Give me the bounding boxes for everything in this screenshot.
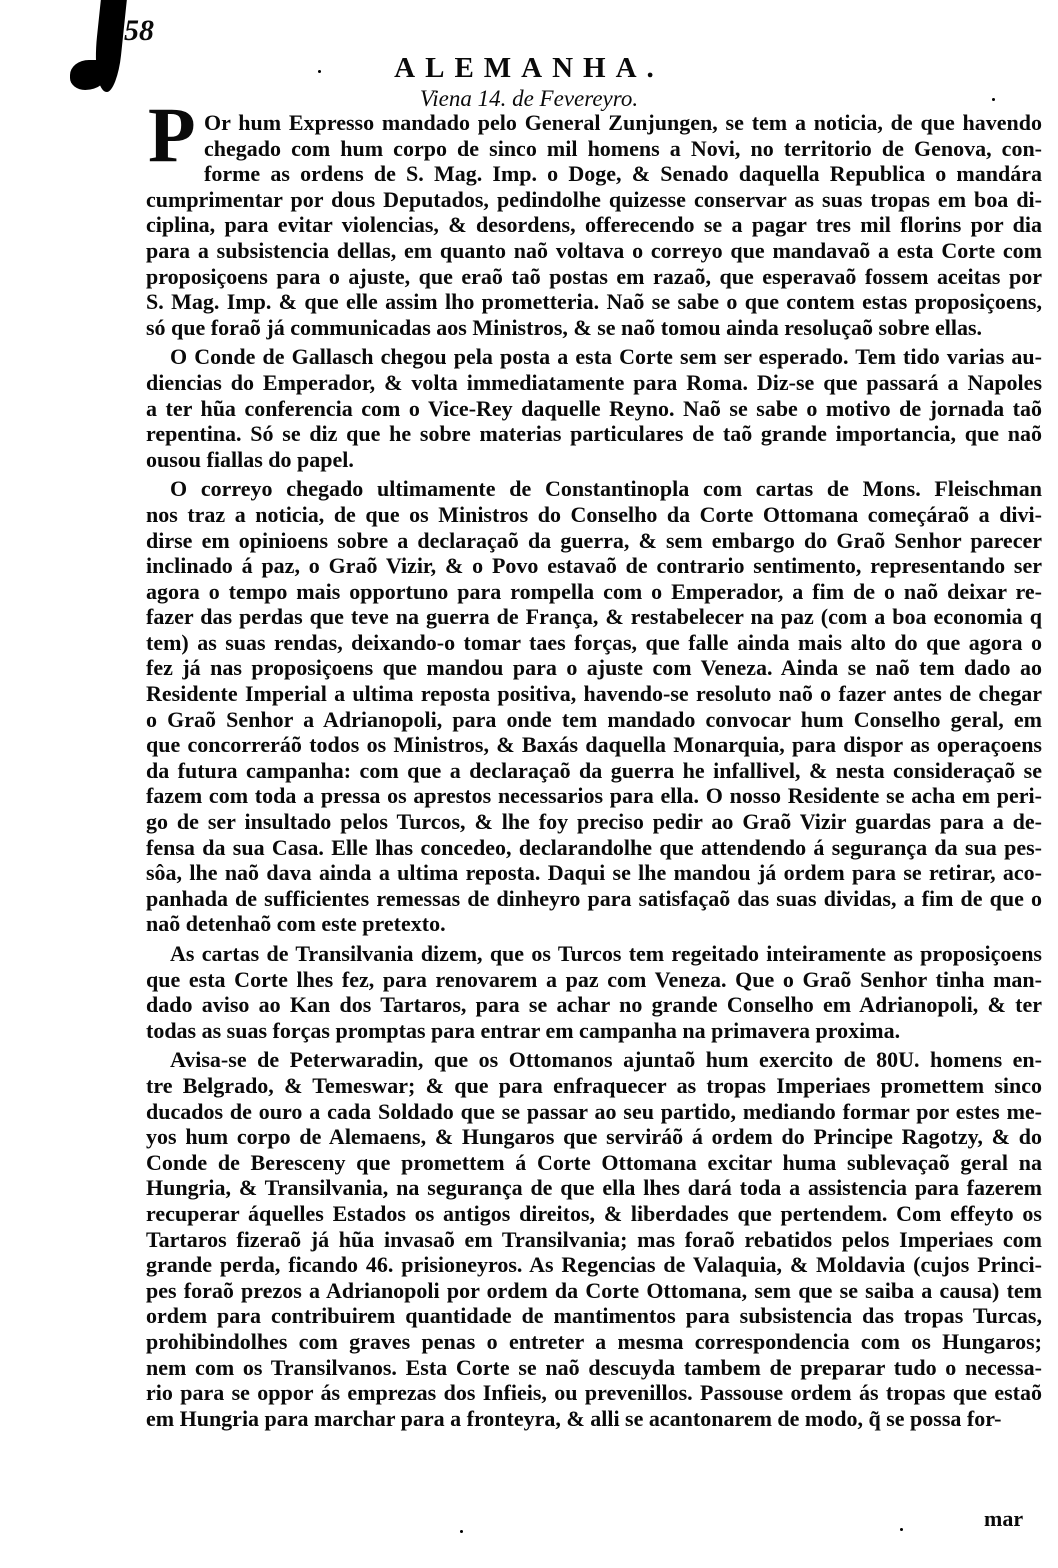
text-line: Or hum Expresso mandado pelo General Zunjungen, se tem a noticia, de que havendo [204, 110, 1042, 135]
text-line: chegado com hum corpo de sinco mil homens a Novi, no territorio de Genova, con- [204, 135, 1042, 161]
text-line: diencias do Emperador, & volta immediatamente para Roma. Diz-se que passará a Napoles [146, 369, 1042, 395]
text-line: Residente Imperial a ultima reposta positiva, havendo-se resoluto naõ o fazer antes de chegar [146, 681, 1042, 707]
text-line: sôa, lhe naõ dava ainda a ultima reposta. Daqui se lhe mandou já ordem para se retirar, aco- [146, 860, 1042, 886]
text-line: fazem com toda a pressa os aprestos necessarios para ella. O nosso Residente se acha em peri- [146, 783, 1042, 809]
text-line: fez já nas proposiçoens que mandou para o ajuste com Veneza. Ainda se naõ tem dado ao [146, 655, 1042, 681]
text-line: dirse em opinioens sobre a declaraçaõ da guerra, & sem embargo do Graõ Senhor parecer [146, 527, 1042, 553]
text-line: dado aviso ao Kan dos Tartaros, para se achar no grande Conselho em Adrianopoli, & ter [146, 992, 1042, 1018]
text-line: Tartaros fizeraõ já hũa invasaõ em Transilvania; mas foraõ rebatidos pelos Imperiaes com [146, 1226, 1042, 1252]
text-line: naõ detenhaõ com este pretexto. [146, 911, 446, 937]
text-line: go de ser insultado pelos Turcos, & lhe foy preciso pedir ao Graõ Vizir guardas para a de- [146, 809, 1042, 835]
text-line: o Graõ Senhor a Adrianopoli, para onde tem mandado convocar hum Conselho geral, em [146, 706, 1042, 732]
text-line: Hungria, & Transilvania, na segurança de que ella lhes dará toda a assistencia para fazerem [146, 1175, 1042, 1201]
text-line: ciplina, para evitar violencias, & desordens, offerecendo se a pagar tres mil florins por dia [146, 212, 1042, 238]
text-line: nem com os Transilvanos. Esta Corte se naõ descuyda tambem de preparar tudo o necessa- [146, 1354, 1042, 1380]
text-line: da futura campanha: com que a declaraçaõ da guerra he infallivel, & nesta consideraçaõ se [146, 757, 1042, 783]
text-line: forme as ordens de S. Mag. Imp. o Doge, & Senado daquella Republica o mandára [204, 161, 1042, 187]
text-line: O Conde de Gallasch chegou pela posta a esta Corte sem ser esperado. Tem tido varias au- [170, 344, 1042, 370]
drop-cap: P [148, 91, 196, 178]
text-line: grande perda, ficando 46. prisioneyros. As Regencias de Valaquia, & Moldavia (cujos Princi- [146, 1252, 1042, 1278]
text-line: proposiçoens para o ajuste, que eraõ taõ postas em razaõ, que esperavaõ fossem aceitas por [146, 263, 1042, 289]
article-body [146, 110, 1042, 1431]
text-line: S. Mag. Imp. & que elle assim lho prometteria. Naõ se sabe o que contem estas proposiçoens, [146, 289, 1042, 315]
print-speck [992, 98, 995, 101]
text-line: nos traz a noticia, de que os Ministros do Conselho da Corte Ottomana começáraõ a divi- [146, 501, 1042, 527]
text-line: tem) as suas rendas, deixando-o tomar taes forças, que falle ainda mais alto do que agora o [146, 629, 1042, 655]
catchword: mar [984, 1506, 1024, 1531]
text-line: ducados de ouro a cada Soldado que se passar ao seu partido, mediando formar por estes me- [146, 1098, 1042, 1124]
text-line: recuperar áquelles Estados os antigos direitos, & liberdades que pertendem. Com effeyto os [146, 1200, 1042, 1226]
text-line: cumprimentar por dous Deputados, pedindolhe quizesse conservar as suas tropas em boa di- [146, 186, 1042, 212]
text-line: Avisa-se de Peterwaradin, que os Ottomanos ajuntaõ hum exercito de 80U. homens en- [170, 1047, 1042, 1073]
text-line: em Hungria para marchar para a fronteyra, & alli se acantonarem de modo, q̃ se possa for- [146, 1405, 1002, 1431]
text-line: ousou fiallas do papel. [146, 446, 354, 472]
text-line: prohibindolhes com graves penas o entreter a mesma correspondencia com os Hungaros; [146, 1328, 1042, 1354]
text-line: repentina. Só se diz que he sobre materias particulares de taõ grande importancia, que naõ [146, 421, 1042, 447]
print-speck [900, 1528, 903, 1531]
text-line: só que foraõ já communicadas aos Ministros, & se naõ tomou ainda resoluçaõ sobre ellas. [146, 314, 983, 340]
text-line: para a subsistencia dellas, em quanto naõ voltava o correyo que mandavaõ a esta Corte com [146, 237, 1042, 263]
text-line: tre Belgrado, & Temeswar; & que para enfraquecer as tropas Imperiaes promettem sinco [146, 1072, 1042, 1098]
text-line: inclinado á paz, o Graõ Vizir, & o Povo estavaõ de contrario sentimento, representando ser [146, 553, 1042, 579]
text-line: ordem para contribuirem quantidade de mantimentos para subsistencia das tropas Turcas, [146, 1303, 1042, 1329]
text-line: yos hum corpo de Alemaens, & Hungaros que serviráõ á ordem do Principe Ragotzy, & do [146, 1124, 1042, 1150]
text-line: panhada de sufficientes remessas de dinheyro para satisfaçaõ das suas dividas, a fim de que o [146, 885, 1042, 911]
text-line: As cartas de Transilvania dizem, que os Turcos tem regeitado inteiramente as proposiçoens [170, 941, 1042, 966]
text-line: todas as suas forças promptas para entrar em campanha na primavera proxima. [146, 1017, 901, 1043]
dateline: Viena 14. de Fevereyro. [419, 86, 639, 111]
text-line: agora o tempo mais opportuno para rompella com o Emperador, a fim de o naõ deixar re- [146, 578, 1042, 604]
text-line: que esta Corte lhes fez, para renovarem a paz com Veneza. Que o Graõ Senhor tinha man- [146, 966, 1042, 992]
text-line: pes foraõ prezos a Adrianopoli por ordem da Corte Ottomana, sem que se saiba a causa) tem [146, 1277, 1042, 1303]
text-line: fazer das perdas que teve na guerra de França, & restabelecer na paz (com a boa economia q [146, 604, 1042, 630]
print-speck [460, 1530, 463, 1533]
page-number: 58 [124, 14, 154, 47]
text-line: que concorreráõ todos os Ministros, & Baxás daquella Monarquia, para dispor as operaçoens [146, 732, 1042, 758]
text-line: a ter hũa conferencia com o Vice-Rey daquelle Reyno. Naõ se sabe o motivo de jornada taõ [146, 395, 1042, 421]
text-line: O correyo chegado ultimamente de Constantinopla com cartas de Mons. Fleischman [170, 476, 1042, 502]
text-line: Conde de Beresceny que promettem á Corte Ottomana excitar huma sublevaçaõ geral na [146, 1149, 1042, 1175]
text-line: fensa da sua Casa. Elle lhas concedeo, declarandolhe que attendendo á segurança da sua pes- [146, 834, 1042, 860]
text-line: rio para se oppor ás emprezas dos Infieis, ou prevenillos. Passouse ordem ás tropas que estaõ [146, 1380, 1042, 1406]
print-speck [318, 70, 321, 73]
section-title: ALEMANHA. [394, 52, 664, 84]
